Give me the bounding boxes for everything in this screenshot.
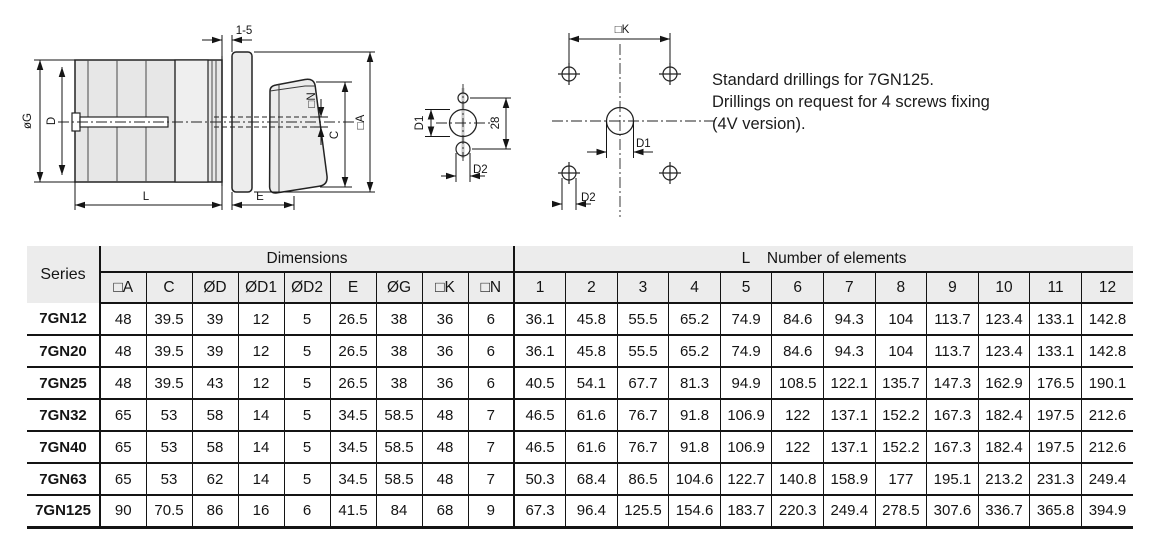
element-column-header: 12	[1081, 272, 1133, 303]
element-cell: 137.1	[823, 399, 875, 431]
element-cell: 182.4	[978, 399, 1030, 431]
dim-d	[46, 67, 62, 175]
dimension-cell: 48	[100, 335, 146, 367]
dimension-cell: 5	[284, 335, 330, 367]
element-cell: 158.9	[823, 463, 875, 495]
element-cell: 67.3	[514, 495, 566, 527]
dim-label-28: 28	[490, 116, 502, 130]
dimension-cell: 14	[238, 431, 284, 463]
dim-k	[569, 24, 670, 64]
series-cell: 7GN63	[27, 463, 100, 495]
element-cell: 162.9	[978, 367, 1030, 399]
dimension-cell: 9	[468, 495, 514, 527]
element-cell: 336.7	[978, 495, 1030, 527]
dimension-cell: 36	[422, 367, 468, 399]
element-cell: 249.4	[823, 495, 875, 527]
side-view-drawing	[18, 10, 380, 232]
element-cell: 55.5	[617, 335, 669, 367]
element-cell: 36.1	[514, 335, 566, 367]
element-cell: 152.2	[875, 431, 927, 463]
dimension-column-header: □K	[422, 272, 468, 303]
table-row	[27, 399, 1133, 431]
element-cell: 74.9	[720, 303, 772, 335]
element-cell: 142.8	[1081, 303, 1133, 335]
element-cell: 278.5	[875, 495, 927, 527]
dimension-cell: 34.5	[330, 463, 376, 495]
dimension-cell: 53	[146, 431, 192, 463]
dimension-cell: 39	[192, 303, 238, 335]
dimension-cell: 86	[192, 495, 238, 527]
dimension-cell: 58.5	[376, 431, 422, 463]
dimension-cell: 36	[422, 335, 468, 367]
element-cell: 182.4	[978, 431, 1030, 463]
panel-drilling-drawing	[552, 12, 717, 230]
element-cell: 46.5	[514, 399, 566, 431]
screw-holes	[558, 63, 681, 184]
dimension-cell: 7	[468, 431, 514, 463]
dimensions-section-header: Dimensions	[100, 246, 514, 272]
element-cell: 177	[875, 463, 927, 495]
dimension-cell: 38	[376, 303, 422, 335]
element-cell: 123.4	[978, 303, 1030, 335]
drilling-note	[712, 69, 990, 135]
element-cell: 96.4	[566, 495, 618, 527]
dimension-cell: 36	[422, 303, 468, 335]
element-cell: 365.8	[1030, 495, 1082, 527]
dimension-cell: 41.5	[330, 495, 376, 527]
dimension-cell: 48	[100, 303, 146, 335]
screw-hole-top-right	[659, 63, 681, 85]
dimension-cell: 43	[192, 367, 238, 399]
dim-label-g: øG	[22, 113, 34, 129]
series-cell: 7GN25	[27, 367, 100, 399]
element-column-header: 6	[772, 272, 824, 303]
element-column-header: 10	[978, 272, 1030, 303]
dimension-cell: 65	[100, 431, 146, 463]
element-cell: 190.1	[1081, 367, 1133, 399]
element-cell: 133.1	[1030, 303, 1082, 335]
dimension-cell: 5	[284, 399, 330, 431]
dim-label-k: □K	[614, 24, 630, 36]
dimension-cell: 26.5	[330, 367, 376, 399]
dimension-cell: 14	[238, 399, 284, 431]
element-column-header: 5	[720, 272, 772, 303]
element-cell: 125.5	[617, 495, 669, 527]
dimension-cell: 5	[284, 431, 330, 463]
shaft-drilling-drawing	[410, 78, 545, 220]
note-line-2: Drillings on request for 4 screws fixing	[712, 93, 990, 111]
element-cell: 106.9	[720, 431, 772, 463]
element-cell: 176.5	[1030, 367, 1082, 399]
element-cell: 67.7	[617, 367, 669, 399]
element-cell: 94.3	[823, 335, 875, 367]
table-row	[27, 367, 1133, 399]
dimension-cell: 12	[238, 367, 284, 399]
element-cell: 76.7	[617, 431, 669, 463]
dimension-cell: 6	[468, 335, 514, 367]
dim-label-d1: D1	[636, 138, 651, 150]
element-cell: 195.1	[927, 463, 979, 495]
element-cell: 50.3	[514, 463, 566, 495]
screw-hole-bottom-left	[558, 162, 580, 184]
element-cell: 65.2	[669, 335, 721, 367]
dimension-cell: 39.5	[146, 367, 192, 399]
element-cell: 86.5	[617, 463, 669, 495]
element-cell: 61.6	[566, 431, 618, 463]
screw-hole-top-left	[558, 63, 580, 85]
dim-label-d2: D2	[473, 164, 488, 176]
dim-d2	[552, 178, 596, 210]
dim-label-e: E	[256, 191, 264, 203]
dimension-cell: 5	[284, 463, 330, 495]
dimension-column-header: □N	[468, 272, 514, 303]
element-cell: 213.2	[978, 463, 1030, 495]
element-cell: 45.8	[566, 335, 618, 367]
element-column-header: 7	[823, 272, 875, 303]
series-cell: 7GN12	[27, 303, 100, 335]
element-cell: 231.3	[1030, 463, 1082, 495]
element-cell: 394.9	[1081, 495, 1133, 527]
dimension-cell: 53	[146, 399, 192, 431]
element-cell: 55.5	[617, 303, 669, 335]
element-cell: 68.4	[566, 463, 618, 495]
element-cell: 54.1	[566, 367, 618, 399]
series-cell: 7GN32	[27, 399, 100, 431]
table-row	[27, 431, 1133, 463]
dimension-cell: 48	[422, 463, 468, 495]
table-row	[27, 495, 1133, 527]
element-column-header: 2	[566, 272, 618, 303]
series-cell: 7GN125	[27, 495, 100, 527]
dimension-cell: 12	[238, 335, 284, 367]
element-cell: 122	[772, 431, 824, 463]
dimension-column-header: ØD	[192, 272, 238, 303]
element-cell: 84.6	[772, 303, 824, 335]
dimension-cell: 6	[284, 495, 330, 527]
dimension-cell: 65	[100, 463, 146, 495]
dimension-column-header: ØD2	[284, 272, 330, 303]
dimension-cell: 53	[146, 463, 192, 495]
element-cell: 152.2	[875, 399, 927, 431]
dim-label-d: D	[46, 116, 58, 126]
dim-label-l: L	[142, 191, 150, 203]
element-cell: 84.6	[772, 335, 824, 367]
dimension-cell: 7	[468, 399, 514, 431]
dim-label-d1: D1	[414, 115, 426, 131]
dim-label-d2: D2	[581, 192, 596, 204]
element-cell: 307.6	[927, 495, 979, 527]
element-cell: 122	[772, 399, 824, 431]
note-line-1: Standard drillings for 7GN125.	[712, 71, 934, 89]
element-cell: 91.8	[669, 399, 721, 431]
dimension-column-header: C	[146, 272, 192, 303]
dimension-cell: 58.5	[376, 399, 422, 431]
dimension-cell: 38	[376, 335, 422, 367]
dimension-cell: 39	[192, 335, 238, 367]
element-cell: 94.9	[720, 367, 772, 399]
element-column-header: 3	[617, 272, 669, 303]
element-cell: 81.3	[669, 367, 721, 399]
dimension-cell: 58	[192, 431, 238, 463]
element-cell: 183.7	[720, 495, 772, 527]
dimension-cell: 12	[238, 303, 284, 335]
element-cell: 91.8	[669, 431, 721, 463]
element-column-header: 1	[514, 272, 566, 303]
element-cell: 113.7	[927, 303, 979, 335]
note-line-3: (4V version).	[712, 115, 806, 133]
dimension-cell: 62	[192, 463, 238, 495]
table-row	[27, 303, 1133, 335]
dimension-cell: 6	[468, 303, 514, 335]
dimension-cell: 90	[100, 495, 146, 527]
element-cell: 167.3	[927, 431, 979, 463]
table-row	[27, 335, 1133, 367]
series-header: Series	[27, 246, 100, 303]
element-cell: 74.9	[720, 335, 772, 367]
screw-hole-bottom-right	[659, 162, 681, 184]
element-cell: 142.8	[1081, 335, 1133, 367]
dimensions-table	[27, 246, 1133, 529]
element-cell: 46.5	[514, 431, 566, 463]
dimension-cell: 26.5	[330, 335, 376, 367]
element-cell: 197.5	[1030, 399, 1082, 431]
element-cell: 122.7	[720, 463, 772, 495]
dimension-cell: 6	[468, 367, 514, 399]
dimension-cell: 16	[238, 495, 284, 527]
element-cell: 36.1	[514, 303, 566, 335]
element-cell: 76.7	[617, 399, 669, 431]
element-cell: 220.3	[772, 495, 824, 527]
dimension-cell: 58.5	[376, 463, 422, 495]
dimension-cell: 26.5	[330, 303, 376, 335]
dimension-column-header: E	[330, 272, 376, 303]
handle-knob	[270, 79, 328, 193]
element-cell: 122.1	[823, 367, 875, 399]
dim-label-n: □N	[306, 92, 318, 108]
element-cell: 104.6	[669, 463, 721, 495]
dimension-cell: 58	[192, 399, 238, 431]
dimension-column-header: □A	[100, 272, 146, 303]
dim-label-panel-gap: 1-5	[235, 25, 253, 37]
dimension-cell: 38	[376, 367, 422, 399]
element-cell: 212.6	[1081, 399, 1133, 431]
dimension-cell: 70.5	[146, 495, 192, 527]
element-cell: 61.6	[566, 399, 618, 431]
element-cell: 147.3	[927, 367, 979, 399]
element-cell: 133.1	[1030, 335, 1082, 367]
dimension-cell: 5	[284, 303, 330, 335]
element-cell: 104	[875, 303, 927, 335]
dimension-cell: 68	[422, 495, 468, 527]
element-cell: 154.6	[669, 495, 721, 527]
element-cell: 106.9	[720, 399, 772, 431]
dimension-cell: 48	[422, 399, 468, 431]
dimension-cell: 84	[376, 495, 422, 527]
dimension-cell: 34.5	[330, 431, 376, 463]
dimension-column-header: ØD1	[238, 272, 284, 303]
element-column-header: 9	[927, 272, 979, 303]
element-cell: 123.4	[978, 335, 1030, 367]
element-column-header: 4	[669, 272, 721, 303]
element-cell: 197.5	[1030, 431, 1082, 463]
dim-label-c: C	[329, 130, 341, 140]
dimension-cell: 7	[468, 463, 514, 495]
element-column-header: 11	[1030, 272, 1082, 303]
dimension-cell: 39.5	[146, 335, 192, 367]
dimension-cell: 34.5	[330, 399, 376, 431]
element-cell: 108.5	[772, 367, 824, 399]
element-cell: 113.7	[927, 335, 979, 367]
elements-section-header: L Number of elements	[514, 246, 1133, 272]
dim-e	[232, 191, 294, 210]
element-cell: 45.8	[566, 303, 618, 335]
element-cell: 135.7	[875, 367, 927, 399]
element-cell: 94.3	[823, 303, 875, 335]
element-cell: 140.8	[772, 463, 824, 495]
series-cell: 7GN20	[27, 335, 100, 367]
element-cell: 104	[875, 335, 927, 367]
element-cell: 249.4	[1081, 463, 1133, 495]
element-cell: 167.3	[927, 399, 979, 431]
element-cell: 212.6	[1081, 431, 1133, 463]
dimension-column-header: ØG	[376, 272, 422, 303]
element-cell: 65.2	[669, 303, 721, 335]
dim-l	[75, 182, 222, 210]
series-cell: 7GN40	[27, 431, 100, 463]
dimension-cell: 48	[422, 431, 468, 463]
dimension-cell: 5	[284, 367, 330, 399]
element-cell: 40.5	[514, 367, 566, 399]
dimension-cell: 39.5	[146, 303, 192, 335]
element-cell: 137.1	[823, 431, 875, 463]
table-row	[27, 463, 1133, 495]
dim-label-a: □A	[355, 114, 367, 130]
element-column-header: 8	[875, 272, 927, 303]
dimension-cell: 65	[100, 399, 146, 431]
dimension-cell: 48	[100, 367, 146, 399]
dimension-cell: 14	[238, 463, 284, 495]
